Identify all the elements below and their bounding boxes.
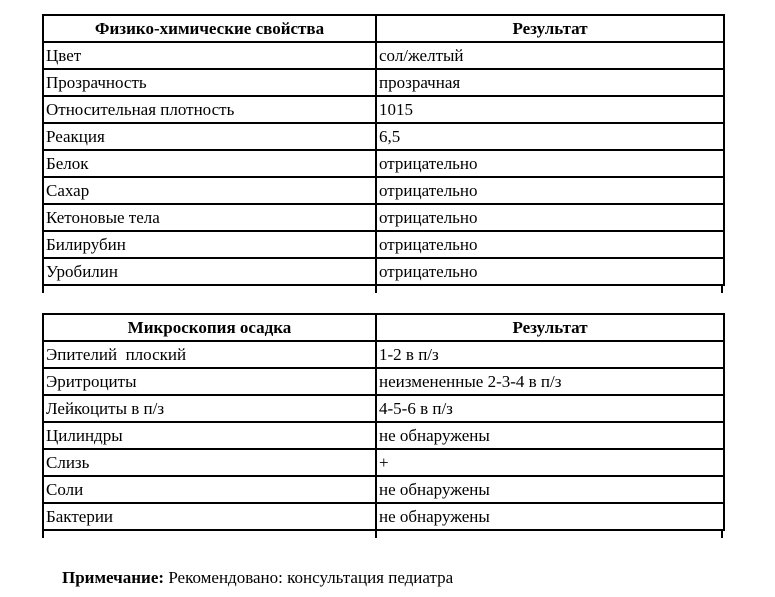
cell-parameter: Лейкоциты в п/з [43, 395, 376, 422]
table-row [43, 476, 724, 503]
cell-parameter: Уробилин [43, 258, 376, 285]
cell-result: 1-2 в п/з [376, 341, 724, 368]
table-header-row [43, 15, 724, 42]
cell-parameter: Билирубин [43, 231, 376, 258]
cell-parameter: Прозрачность [43, 69, 376, 96]
column-divider-line [375, 531, 377, 538]
table-row [43, 395, 724, 422]
cell-result: неизмененные 2-3-4 в п/з [376, 368, 724, 395]
cell-result: отрицательно [376, 231, 724, 258]
note [45, 548, 453, 597]
table-header-row [43, 314, 724, 341]
physical-properties-table [42, 14, 725, 286]
table-row [43, 341, 724, 368]
header-cell-parameter: Физико-химические свойства [43, 15, 376, 42]
table-clipped-row-edge [42, 286, 723, 293]
cell-parameter: Слизь [43, 449, 376, 476]
table-row [43, 96, 724, 123]
cell-parameter: Бактерии [43, 503, 376, 530]
cell-result: 1015 [376, 96, 724, 123]
table-row [43, 69, 724, 96]
cell-result: отрицательно [376, 258, 724, 285]
table-row [43, 503, 724, 530]
cell-result: + [376, 449, 724, 476]
table-row [43, 42, 724, 69]
cell-result: 6,5 [376, 123, 724, 150]
cell-parameter: Сахар [43, 177, 376, 204]
header-cell-result: Результат [376, 314, 724, 341]
cell-parameter: Относительная плотность [43, 96, 376, 123]
cell-parameter: Цвет [43, 42, 376, 69]
cell-parameter: Цилиндры [43, 422, 376, 449]
table-row [43, 204, 724, 231]
cell-result: не обнаружены [376, 422, 724, 449]
table-row [43, 422, 724, 449]
table-row [43, 258, 724, 285]
cell-parameter: Эритроциты [43, 368, 376, 395]
table-row [43, 368, 724, 395]
cell-parameter: Эпителий плоский [43, 341, 376, 368]
cell-result: не обнаружены [376, 503, 724, 530]
cell-result: не обнаружены [376, 476, 724, 503]
cell-parameter: Белок [43, 150, 376, 177]
table-row [43, 150, 724, 177]
cell-result: отрицательно [376, 177, 724, 204]
note-text: Рекомендовано: консультация педиатра [164, 568, 454, 587]
cell-result: отрицательно [376, 204, 724, 231]
cell-result: прозрачная [376, 69, 724, 96]
cell-parameter: Кетоновые тела [43, 204, 376, 231]
table-row [43, 177, 724, 204]
cell-parameter: Реакция [43, 123, 376, 150]
table-row [43, 449, 724, 476]
note-label: Примечание: [62, 568, 165, 587]
table-row [43, 123, 724, 150]
header-cell-result: Результат [376, 15, 724, 42]
table-clipped-row-edge [42, 531, 723, 538]
table-row [43, 231, 724, 258]
cell-result: сол/желтый [376, 42, 724, 69]
cell-result: 4-5-6 в п/з [376, 395, 724, 422]
sediment-microscopy-table [42, 313, 725, 531]
cell-parameter: Соли [43, 476, 376, 503]
header-cell-parameter: Микроскопия осадка [43, 314, 376, 341]
column-divider-line [375, 286, 377, 293]
cell-result: отрицательно [376, 150, 724, 177]
